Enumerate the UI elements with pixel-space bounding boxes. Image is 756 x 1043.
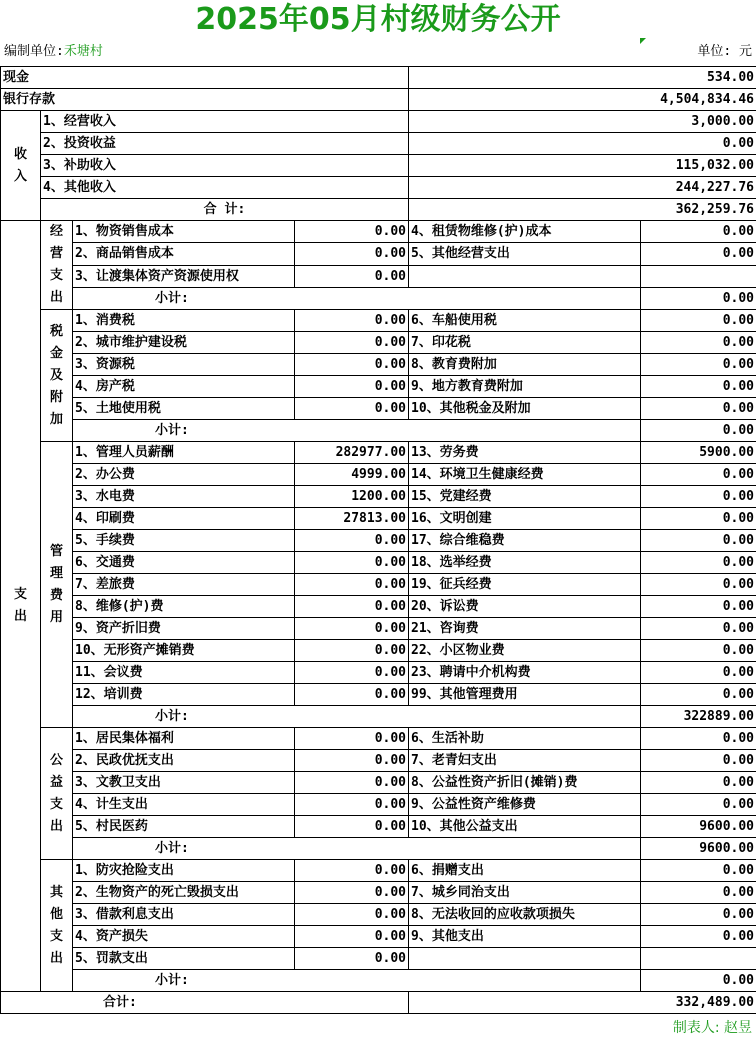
income-row [1, 177, 756, 199]
item-value: 0.00 [641, 882, 756, 904]
item-value: 0.00 [295, 750, 409, 772]
item-value: 0.00 [295, 816, 409, 838]
item-value: 0.00 [295, 398, 409, 420]
income-item-label: 1、经营收入 [41, 111, 409, 133]
other-row [1, 904, 756, 926]
item-label: 1、消费税 [73, 310, 295, 332]
item-value: 5900.00 [641, 442, 756, 464]
item-label: 15、党建经费 [409, 486, 641, 508]
item-label: 8、无法收回的应收款项损失 [409, 904, 641, 926]
item-value: 0.00 [295, 684, 409, 706]
finance-table [0, 66, 756, 1014]
other-row [1, 926, 756, 948]
operating-subtotal-row [1, 287, 756, 309]
group-label: 管理费用 [49, 543, 63, 625]
item-value: 0.00 [641, 772, 756, 794]
item-value: 0.00 [295, 354, 409, 376]
expense-total-label [1, 992, 409, 1014]
cell-comment-marker [640, 38, 646, 44]
item-value: 9600.00 [641, 816, 756, 838]
income-item-label: 4、其他收入 [41, 177, 409, 199]
item-label: 3、让渡集体资产资源使用权 [73, 265, 295, 287]
tax-subtotal-row [1, 420, 756, 442]
item-label: 2、生物资产的死亡毁损支出 [73, 882, 295, 904]
expense-total-value: 332,489.00 [409, 992, 756, 1014]
item-label: 5、手续费 [73, 530, 295, 552]
management-row [1, 662, 756, 684]
item-value: 1200.00 [295, 486, 409, 508]
item-label: 2、办公费 [73, 464, 295, 486]
management-row [1, 684, 756, 706]
other-subtotal-row [1, 970, 756, 992]
item-value: 0.00 [641, 376, 756, 398]
item-label: 2、商品销售成本 [73, 243, 295, 265]
item-value: 0.00 [641, 618, 756, 640]
item-label: 8、公益性资产折旧(摊销)费 [409, 772, 641, 794]
item-label: 9、资产折旧费 [73, 618, 295, 640]
item-label: 9、地方教育费附加 [409, 376, 641, 398]
item-label: 12、培训费 [73, 684, 295, 706]
item-label: 2、民政优抚支出 [73, 750, 295, 772]
income-item-value: 115,032.00 [409, 155, 756, 177]
item-label: 7、城乡同治支出 [409, 882, 641, 904]
item-value: 0.00 [641, 508, 756, 530]
item-value: 0.00 [295, 265, 409, 287]
item-label: 4、印刷费 [73, 508, 295, 530]
unit-label: 编制单位: [4, 44, 64, 59]
item-value: 0.00 [295, 728, 409, 750]
subtotal-text: 小计: [155, 973, 189, 988]
item-label: 3、借款利息支出 [73, 904, 295, 926]
tax-row [1, 354, 756, 376]
item-label: 22、小区物业费 [409, 640, 641, 662]
tax-row [1, 398, 756, 420]
item-value: 0.00 [641, 640, 756, 662]
item-label: 19、征兵经费 [409, 574, 641, 596]
bank-value: 4,504,834.46 [409, 89, 756, 111]
subtotal-value: 0.00 [641, 287, 756, 309]
item-label: 4、房产税 [73, 376, 295, 398]
income-total-label: 合 计: [41, 199, 409, 221]
subtotal-text: 小计: [155, 841, 189, 856]
tax-row [1, 332, 756, 354]
tax-row [1, 376, 756, 398]
item-label: 8、教育费附加 [409, 354, 641, 376]
item-value: 4999.00 [295, 464, 409, 486]
management-row [1, 530, 756, 552]
item-value: 0.00 [641, 221, 756, 243]
item-label: 99、其他管理费用 [409, 684, 641, 706]
item-value: 0.00 [641, 552, 756, 574]
item-value: 0.00 [295, 772, 409, 794]
tax-group [41, 310, 73, 442]
management-row [1, 552, 756, 574]
management-row [1, 486, 756, 508]
item-label: 16、文明创建 [409, 508, 641, 530]
income-item-value: 0.00 [409, 133, 756, 155]
item-label: 1、管理人员薪酬 [73, 442, 295, 464]
item-value: 0.00 [641, 310, 756, 332]
item-value: 27813.00 [295, 508, 409, 530]
expense-group [1, 221, 41, 992]
management-row [1, 464, 756, 486]
public-row [1, 728, 756, 750]
item-value: 0.00 [295, 530, 409, 552]
item-value: 0.00 [641, 684, 756, 706]
item-value: 0.00 [295, 926, 409, 948]
other-row [1, 948, 756, 970]
item-label: 3、文教卫支出 [73, 772, 295, 794]
subtotal-label [73, 287, 641, 309]
other-row [1, 882, 756, 904]
item-label: 21、咨询费 [409, 618, 641, 640]
subtotal-label [73, 706, 641, 728]
item-value: 0.00 [295, 948, 409, 970]
item-label: 4、计生支出 [73, 794, 295, 816]
item-value: 0.00 [641, 662, 756, 684]
currency-unit: 单位: 元 [697, 44, 752, 59]
item-label: 13、劳务费 [409, 442, 641, 464]
operating-row [1, 243, 756, 265]
item-label: 17、综合维稳费 [409, 530, 641, 552]
expense-total-text: 合计: [103, 995, 137, 1010]
item-label: 4、资产损失 [73, 926, 295, 948]
item-value: 0.00 [641, 243, 756, 265]
item-label: 18、选举经费 [409, 552, 641, 574]
item-label: 6、车船使用税 [409, 310, 641, 332]
income-total-value: 362,259.76 [409, 199, 756, 221]
operating-row [1, 265, 756, 287]
item-value: 0.00 [295, 332, 409, 354]
operating-group [41, 221, 73, 310]
item-value: 0.00 [641, 750, 756, 772]
subtotal-value: 9600.00 [641, 838, 756, 860]
item-value: 0.00 [295, 552, 409, 574]
item-label: 23、聘请中介机构费 [409, 662, 641, 684]
group-label: 公益支出 [49, 752, 63, 834]
group-label: 支 出 [13, 587, 27, 624]
item-label: 6、捐赠支出 [409, 860, 641, 882]
public-subtotal-row [1, 838, 756, 860]
other-row [1, 860, 756, 882]
group-label: 收 入 [13, 146, 27, 184]
bank-label: 银行存款 [1, 89, 409, 111]
subtotal-value: 0.00 [641, 420, 756, 442]
management-row [1, 618, 756, 640]
item-value: 0.00 [641, 596, 756, 618]
item-label: 10、其他公益支出 [409, 816, 641, 838]
unit-info [4, 40, 103, 64]
item-value: 0.00 [641, 574, 756, 596]
tax-row [1, 310, 756, 332]
item-label: 1、物资销售成本 [73, 221, 295, 243]
item-value: 0.00 [641, 464, 756, 486]
item-value: 282977.00 [295, 442, 409, 464]
income-total-row [1, 199, 756, 221]
management-group [41, 442, 73, 728]
item-value: 0.00 [295, 860, 409, 882]
subtotal-value: 0.00 [641, 970, 756, 992]
item-label: 14、环境卫生健康经费 [409, 464, 641, 486]
preparer: 制表人: 赵昱 [672, 1020, 752, 1036]
subtotal-text: 小计: [155, 423, 189, 438]
income-group [1, 111, 41, 221]
operating-row [1, 221, 756, 243]
item-label: 5、村民医药 [73, 816, 295, 838]
cash-row [1, 67, 756, 89]
other-group [41, 860, 73, 992]
management-row [1, 442, 756, 464]
item-value: 0.00 [641, 904, 756, 926]
item-value: 0.00 [641, 794, 756, 816]
item-value: 0.00 [641, 486, 756, 508]
item-label: 5、其他经营支出 [409, 243, 641, 265]
subtotal-label [73, 970, 641, 992]
item-value: 0.00 [295, 640, 409, 662]
item-label: 7、印花税 [409, 332, 641, 354]
item-label: 8、维修(护)费 [73, 596, 295, 618]
cash-value: 534.00 [409, 67, 756, 89]
subtotal-text: 小计: [155, 290, 189, 306]
item-value: 0.00 [295, 310, 409, 332]
item-value [641, 265, 756, 287]
management-row [1, 574, 756, 596]
item-label: 3、水电费 [73, 486, 295, 508]
item-label: 1、防灾抢险支出 [73, 860, 295, 882]
income-item-value: 244,227.76 [409, 177, 756, 199]
income-row [1, 133, 756, 155]
item-value: 0.00 [641, 530, 756, 552]
item-value: 0.00 [295, 243, 409, 265]
income-item-value: 3,000.00 [409, 111, 756, 133]
item-value: 0.00 [641, 332, 756, 354]
item-label: 11、会议费 [73, 662, 295, 684]
page-title: 2025年05月村级财务公开 [195, 2, 561, 37]
item-label: 9、其他支出 [409, 926, 641, 948]
group-label: 其他支出 [49, 884, 63, 966]
item-label: 5、罚款支出 [73, 948, 295, 970]
item-label: 2、城市维护建设税 [73, 332, 295, 354]
item-label: 7、老青妇支出 [409, 750, 641, 772]
public-row [1, 772, 756, 794]
item-value: 0.00 [295, 662, 409, 684]
subtotal-label [73, 838, 641, 860]
public-row [1, 750, 756, 772]
item-value: 0.00 [641, 354, 756, 376]
item-label [409, 948, 641, 970]
unit-name: 禾塘村 [63, 44, 103, 59]
expense-total-row [1, 992, 756, 1014]
item-value: 0.00 [295, 794, 409, 816]
item-label: 9、公益性资产维修费 [409, 794, 641, 816]
item-value: 0.00 [295, 376, 409, 398]
bank-row [1, 89, 756, 111]
item-label: 4、租赁物维修(护)成本 [409, 221, 641, 243]
item-label: 5、土地使用税 [73, 398, 295, 420]
public-row [1, 794, 756, 816]
management-row [1, 596, 756, 618]
management-subtotal-row [1, 706, 756, 728]
item-value: 0.00 [295, 618, 409, 640]
item-label: 7、差旅费 [73, 574, 295, 596]
subtotal-label [73, 420, 641, 442]
income-item-label: 2、投资收益 [41, 133, 409, 155]
item-label: 3、资源税 [73, 354, 295, 376]
item-value: 0.00 [641, 728, 756, 750]
public-group [41, 728, 73, 860]
item-label [409, 265, 641, 287]
income-row [1, 111, 756, 133]
item-value [641, 948, 756, 970]
item-label: 1、居民集体福利 [73, 728, 295, 750]
management-row [1, 508, 756, 530]
item-value: 0.00 [295, 882, 409, 904]
subtotal-value: 322889.00 [641, 706, 756, 728]
item-label: 6、交通费 [73, 552, 295, 574]
item-value: 0.00 [641, 860, 756, 882]
item-value: 0.00 [295, 221, 409, 243]
item-label: 10、无形资产摊销费 [73, 640, 295, 662]
item-value: 0.00 [641, 398, 756, 420]
subtotal-text: 小计: [155, 709, 189, 724]
group-label: 税金及附加 [49, 323, 63, 427]
public-row [1, 816, 756, 838]
item-value: 0.00 [295, 904, 409, 926]
management-row [1, 640, 756, 662]
group-label: 经营支出 [49, 224, 63, 305]
item-label: 20、诉讼费 [409, 596, 641, 618]
item-value: 0.00 [641, 926, 756, 948]
item-label: 10、其他税金及附加 [409, 398, 641, 420]
item-value: 0.00 [295, 574, 409, 596]
income-row [1, 155, 756, 177]
income-item-label: 3、补助收入 [41, 155, 409, 177]
item-value: 0.00 [295, 596, 409, 618]
cash-label: 现金 [1, 67, 409, 89]
item-label: 6、生活补助 [409, 728, 641, 750]
